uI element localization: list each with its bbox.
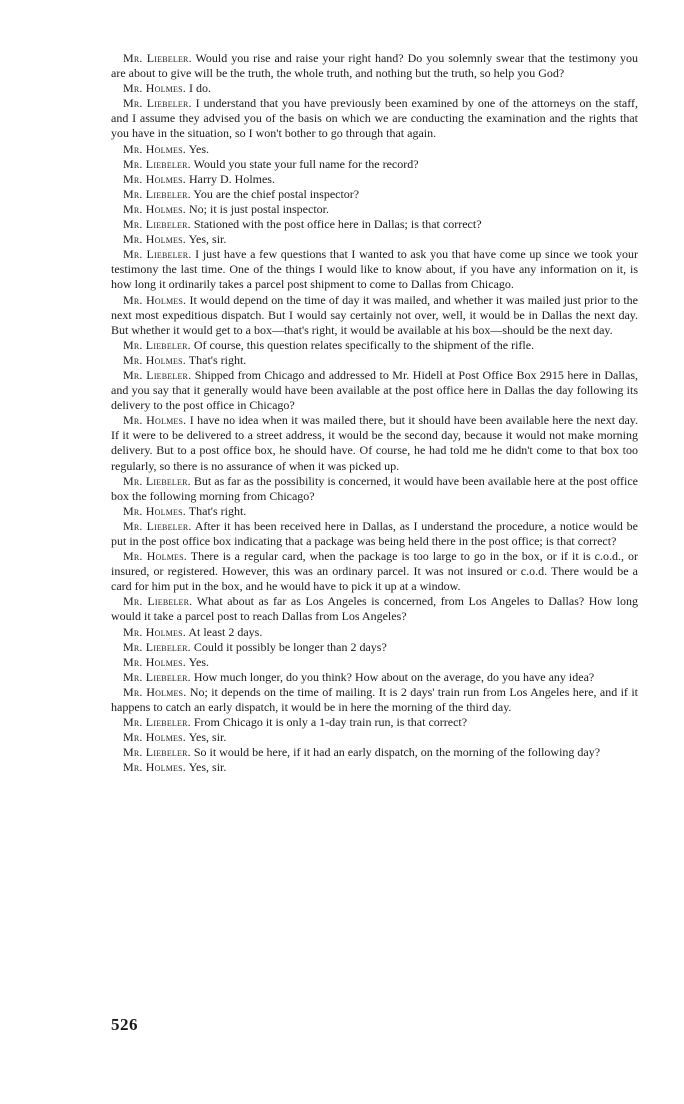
speaker-name: Mr. Liebeler. [123,217,191,232]
speaker-name: Mr. Liebeler. [123,247,192,262]
transcript-paragraph [111,670,638,685]
speaker-name: Mr. Holmes. [123,684,187,699]
transcript-paragraph [111,745,638,760]
speech-text: At least 2 days. [188,624,263,639]
speech-text: Could it possibly be longer than 2 days? [193,639,387,654]
speech-text: What about as far as Los Angeles is concerned, from Los Angeles to Dallas? How long would it take a parcel post to reach Dallas from Los Angeles? [111,594,638,624]
speech-text: I understand that you have previously been examined by one of the attorneys on the staff, and I assume they advised you of the basis on which we are conducting the examination and the rights that you have in the situation, so I won't bother to go through that again. [111,96,639,141]
speaker-name: Mr. Holmes. [123,201,186,216]
speech-text: That's right. [188,503,247,518]
speaker-name: Mr. Holmes. [123,503,186,518]
speaker-name: Mr. Holmes. [123,232,186,247]
transcript-paragraph [111,157,638,172]
speech-text: Of course, this question relates specifically to the shipment of the rifle. [193,337,535,352]
transcript-paragraph [111,293,638,338]
transcript-paragraph [111,232,638,247]
speaker-name: Mr. Holmes. [123,171,186,186]
transcript-paragraph [111,474,638,504]
transcript-paragraph [111,81,638,96]
speech-text: Would you rise and raise your right hand? Do you solemnly swear that the testimony you are about to give will be the truth, the whole truth, and nothing but the truth, so help you God? [111,51,638,81]
speech-text: You are the chief postal inspector? [193,186,360,201]
transcript-body [111,51,638,776]
speaker-name: Mr. Liebeler. [123,367,192,382]
speech-text: I have no idea when it was mailed there, but it should have been available here the next day. If it were to be delivered to a street address, it would be the second day, because it would not make morning delivery. But to a post office box, he should have. Of course, he had told me he didn't come to that box too regularly, so there is no assurance of when it was picked up. [111,413,638,473]
speaker-name: Mr. Holmes. [123,549,187,564]
speaker-name: Mr. Liebeler. [123,518,192,533]
speaker-name: Mr. Liebeler. [123,594,193,609]
speech-text: How much longer, do you think? How about on the average, do you have any idea? [193,669,595,684]
transcript-paragraph [111,368,638,413]
speaker-name: Mr. Liebeler. [123,156,191,171]
transcript-paragraph [111,51,638,81]
transcript-paragraph [111,413,638,473]
transcript-paragraph [111,519,638,549]
speaker-name: Mr. Liebeler. [123,186,191,201]
speaker-name: Mr. Liebeler. [123,669,191,684]
transcript-paragraph [111,685,638,715]
speaker-name: Mr. Liebeler. [123,337,191,352]
speaker-name: Mr. Holmes. [123,292,187,307]
speaker-name: Mr. Holmes. [123,654,186,669]
transcript-paragraph [111,247,638,292]
speech-text: It would depend on the time of day it was mailed, and whether it was mailed just prior to the next most expeditious dispatch. But I would say certainly not over, well, it would be in Dallas the next day. But whether it would get to a box—that's right, it would be available at his box—should be the next day. [111,292,638,337]
transcript-paragraph [111,715,638,730]
transcript-paragraph [111,202,638,217]
speech-text: So it would be here, if it had an early dispatch, on the morning of the following day? [193,745,601,760]
transcript-paragraph [111,353,638,368]
speaker-name: Mr. Liebeler. [123,51,192,65]
speech-text: Yes, sir. [188,730,227,745]
speech-text: Yes. [188,654,210,669]
speaker-name: Mr. Holmes. [123,730,186,745]
speech-text: But as far as the possibility is concerned, it would have been available here at the post office box the following morning from Chicago? [111,473,639,503]
speech-text: From Chicago it is only a 1-day train run, is that correct? [193,715,468,730]
transcript-paragraph [111,730,638,745]
speech-text: Yes, sir. [188,232,227,247]
speaker-name: Mr. Holmes. [123,624,186,639]
speaker-name: Mr. Liebeler. [123,745,191,760]
transcript-paragraph [111,96,638,141]
speech-text: There is a regular card, when the package is too large to go in the box, or if it is c.o.d., or insured, or registered. However, this was an ordinary parcel. It was not insured or c.o.d. There would be a card for him put in the box, and he would have to pick it up at a window. [111,549,638,594]
transcript-paragraph [111,625,638,640]
speaker-name: Mr. Holmes. [123,81,186,96]
transcript-paragraph [111,760,638,775]
speech-text: Shipped from Chicago and addressed to Mr. Hidell at Post Office Box 2915 here in Dallas, and you say that it generally would have been available at the post office here in Dallas the day following its delivery to the post office in Chicago? [111,367,639,413]
speaker-name: Mr. Liebeler. [123,715,191,730]
speech-text: After it has been received here in Dallas, as I understand the procedure, a notice would be put in the post office box indicating that a package was being held there in the post office; is that correct? [111,518,639,548]
transcript-paragraph [111,504,638,519]
page-number: 526 [111,1015,138,1034]
speech-text: No; it depends on the time of mailing. It is 2 days' train run from Los Angeles here, and if it happens to catch an early dispatch, it would be in here the morning of the third day. [111,684,638,715]
transcript-paragraph [111,655,638,670]
speaker-name: Mr. Holmes. [123,760,186,775]
speech-text: Yes, sir. [188,760,227,775]
speech-text: That's right. [188,352,247,367]
speaker-name: Mr. Liebeler. [123,639,191,654]
speaker-name: Mr. Holmes. [123,352,186,367]
speech-text: No; it is just postal inspector. [189,201,329,216]
transcript-paragraph [111,338,638,353]
speech-text: Would you state your full name for the record? [193,156,419,171]
transcript-paragraph [111,594,638,624]
speaker-name: Mr. Holmes. [123,413,187,428]
transcript-paragraph [111,640,638,655]
transcript-paragraph [111,142,638,157]
speaker-name: Mr. Liebeler. [123,96,192,111]
speech-text: Harry D. Holmes. [189,171,275,186]
speech-text: Yes. [188,141,210,156]
transcript-paragraph [111,549,638,594]
speaker-name: Mr. Liebeler. [123,473,191,488]
speech-text: I just have a few questions that I wanted to ask you that have come up since we took your testimony the last time. One of the things I would like to know about, if you have any information on it, is how long it ordinarily takes a parcel post shipment to come to Dallas from Chicago. [111,247,638,292]
transcript-paragraph [111,172,638,187]
transcript-paragraph [111,187,638,202]
transcript-paragraph [111,217,638,232]
speech-text: Stationed with the post office here in Dallas; is that correct? [193,217,482,232]
speaker-name: Mr. Holmes. [123,141,186,156]
speech-text: I do. [189,81,211,96]
